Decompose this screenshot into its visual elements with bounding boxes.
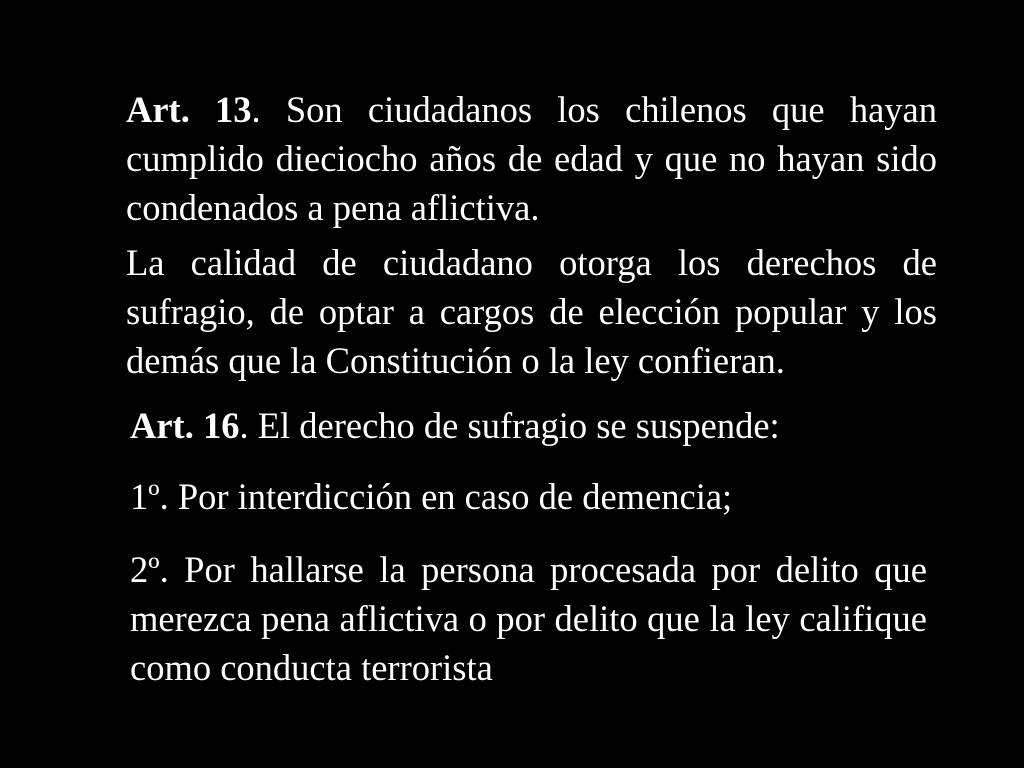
article-13-paragraph [126,85,937,232]
article-13-second-paragraph: La calidad de ciudadano otorga los derechos de sufragio, de optar a cargos de elección popular y los demás que la Constitución o la ley confieran. [126,242,937,381]
article-16-label: Art. 16 [130,405,240,446]
article-16-text: . El derecho de sufragio se suspende: [239,405,780,446]
list-item-2: 2º. Por hallarse la persona procesada por delito que merezca pena aflictiva o por delito que la ley califique como conducta terrorista [130,549,927,688]
article-13-label: Art. 13 [126,89,252,130]
article-13-text: . Son ciudadanos los chilenos que hayan cumplido dieciocho años de edad y que no hayan sido condenados a pena aflictiva. [126,89,937,228]
list-item-1: 1º. Por interdicción en caso de demencia; [130,476,733,517]
article-16-paragraph [130,401,930,450]
